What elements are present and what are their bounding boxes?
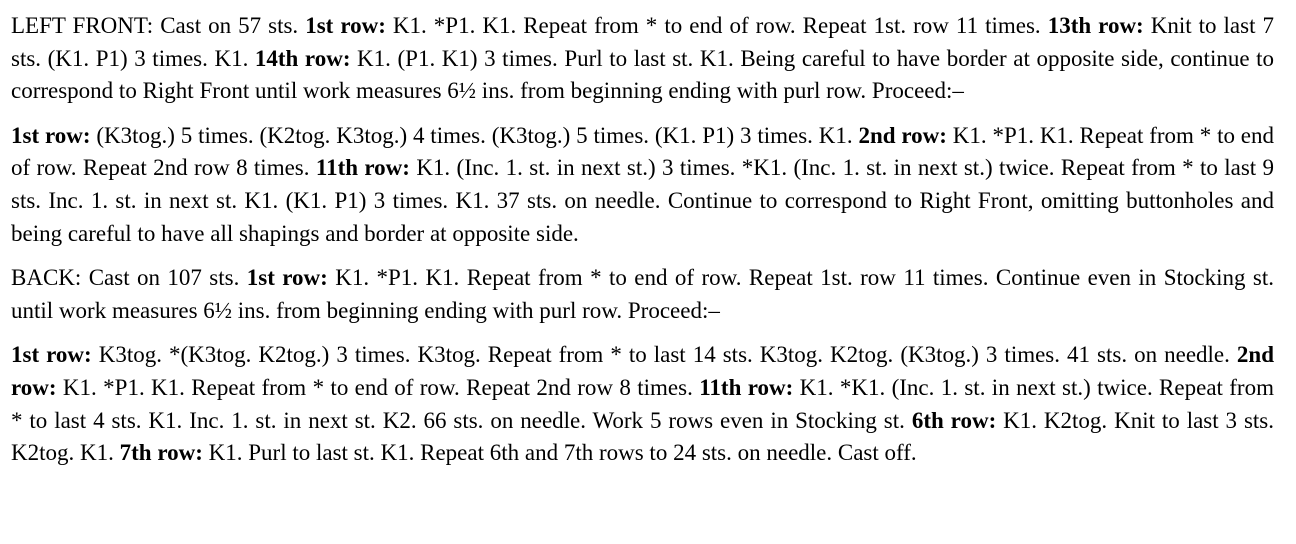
row-label: 13th row:: [1047, 13, 1144, 38]
instruction-text: K1. Purl to last st. K1. Repeat 6th and 7th rows to 24 sts. on needle. Cast off.: [202, 440, 917, 466]
row-label: 1st row:: [11, 122, 91, 148]
instruction-text: K1. *P1. K1. Repeat from * to end of row. Repeat 2nd row 8 times.: [56, 374, 700, 400]
instruction-text: K1. *P1. K1. Repeat from * to end of row. Repeat 1st. row 11 times. Continue even in Stocking st. until work measures 6½ ins. from beginning ending with purl row. Proceed:–: [11, 265, 1274, 323]
row-label: 11th row:: [315, 155, 410, 181]
row-label: 1st row:: [246, 265, 328, 291]
row-label: 11th row:: [699, 374, 794, 400]
row-label: 1st row:: [305, 13, 386, 38]
paragraph-left-front-cast-on: [11, 10, 1274, 108]
row-label: 2nd row:: [11, 342, 1275, 400]
instruction-text: K1. (Inc. 1. st. in next st.) 3 times. *K1. (Inc. 1. st. in next st.) twice. Repeat from * to last 9 sts. Inc. 1. st. in next st. K1. (K1. P1) 3 times. K1. 37 sts. on needle. Continue to correspond to Right Front, omitting buttonholes and being careful to have all shapings and border at opposite side.: [11, 155, 1275, 246]
instruction-text: (K3tog.) 5 times. (K2tog. K3tog.) 4 times. (K3tog.) 5 times. (K1. P1) 3 times. K1.: [90, 122, 859, 148]
row-label: 1st row:: [11, 342, 92, 368]
instruction-text: K1. *P1. K1. Repeat from * to end of row. Repeat 2nd row 8 times.: [11, 122, 1275, 181]
instruction-text: K3tog. *(K3tog. K2tog.) 3 times. K3tog. Repeat from * to last 14 sts. K3tog. K2tog. (K3tog.) 3 times. 41 sts. on needle.: [91, 342, 1237, 368]
row-label: 6th row:: [911, 407, 997, 433]
instruction-text: K1. (P1. K1) 3 times. Purl to last st. K1. Being careful to have border at opposite side, continue to correspond to Right Front until work measures 6½ ins. from beginning ending with purl row. Proceed:–: [11, 45, 1275, 104]
instruction-text: K1. *K1. (Inc. 1. st. in next st.) twice. Repeat from * to last 4 sts. K1. Inc. 1. st. in next st. K2. 66 sts. on needle. Work 5 rows even in Stocking st.: [11, 374, 1274, 433]
row-label: 2nd row:: [858, 122, 947, 148]
paragraph-back-shaping: [11, 339, 1274, 469]
instruction-text: LEFT FRONT: Cast on 57 sts.: [11, 13, 306, 38]
instruction-text: K1. K2tog. Knit to last 3 sts. K2tog. K1.: [11, 407, 1274, 466]
row-label: 7th row:: [119, 440, 203, 466]
row-label: 14th row:: [254, 45, 351, 71]
instruction-text: BACK: Cast on 107 sts.: [11, 265, 247, 291]
paragraph-left-front-shaping: [11, 120, 1274, 250]
paragraph-back-cast-on: [11, 262, 1274, 327]
instruction-text: Knit to last 7 sts. (K1. P1) 3 times. K1.: [11, 13, 1274, 71]
instruction-text: K1. *P1. K1. Repeat from * to end of row. Repeat 1st. row 11 times.: [385, 13, 1048, 38]
